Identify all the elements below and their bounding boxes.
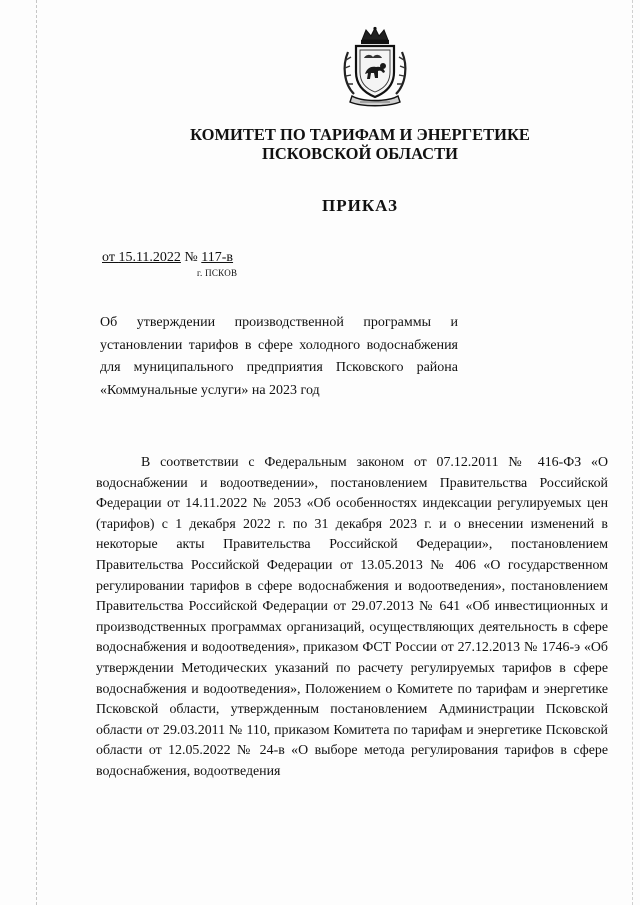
order-city: г. ПСКОВ (197, 268, 238, 278)
order-body-paragraph: В соответствии с Федеральным законом от 07.12.2011 № 416-ФЗ «О водоснабжении и водоотведении», постановлением Правительства Российской Федерации от 14.11.2022 № 2053 «Об особенностях индексации регулируемых цен (тарифов) с 1 декабря 2022 г. по 31 декабря 2023 г. и о внесении изменений в некоторые акты Правительства Российской Федерации», постановлением Правительства Российской Федерации от 13.05.2013 № 406 «О государственном регулировании тарифов в сфере водоснабжения и водоотведения», постановлением Правительства Российской Федерации от 29.07.2013 № 641 «Об инвестиционных и производственных программах организаций, осуществляющих деятельность в сфере водоснабжения и водоотведения», приказом ФСТ России от 27.12.2013 № 1746-э «Об утверждении Методических указаний по расчету регулируемых тарифов в сфере водоснабжения и водоотведения», Положением о Комитете по тарифам и энергетике Псковской области, утвержденным постановлением Администрации Псковской области от 29.03.2011 № 110, приказом Комитета по тарифам и энергетике Псковской области от 12.05.2022 № 24-в «О выборе метода регулирования тарифов в сфере водоснабжения, водоотведения (96, 455, 608, 779)
order-number-sign: № (180, 250, 202, 265)
order-date-line (102, 250, 233, 266)
committee-name (160, 125, 560, 163)
order-date: 15.11.2022 (118, 250, 181, 265)
committee-name-line-1: КОМИТЕТ ПО ТАРИФАМ И ЭНЕРГЕТИКЕ (190, 125, 530, 144)
document-title: ПРИКАЗ (322, 196, 398, 215)
scan-edge-left (36, 0, 38, 905)
coat-of-arms-icon (338, 26, 412, 108)
order-subject: Об утверждении производственной программы и установлении тарифов в сфере холодного водоснабжения для муниципального предприятия Псковского района «Коммунальные услуги» на 2023 год (100, 315, 458, 398)
order-date-prefix: от (102, 250, 119, 265)
scan-edge-right (632, 0, 634, 905)
committee-name-line-2: ПСКОВСКОЙ ОБЛАСТИ (262, 144, 458, 163)
order-number: 117-в (201, 250, 234, 265)
